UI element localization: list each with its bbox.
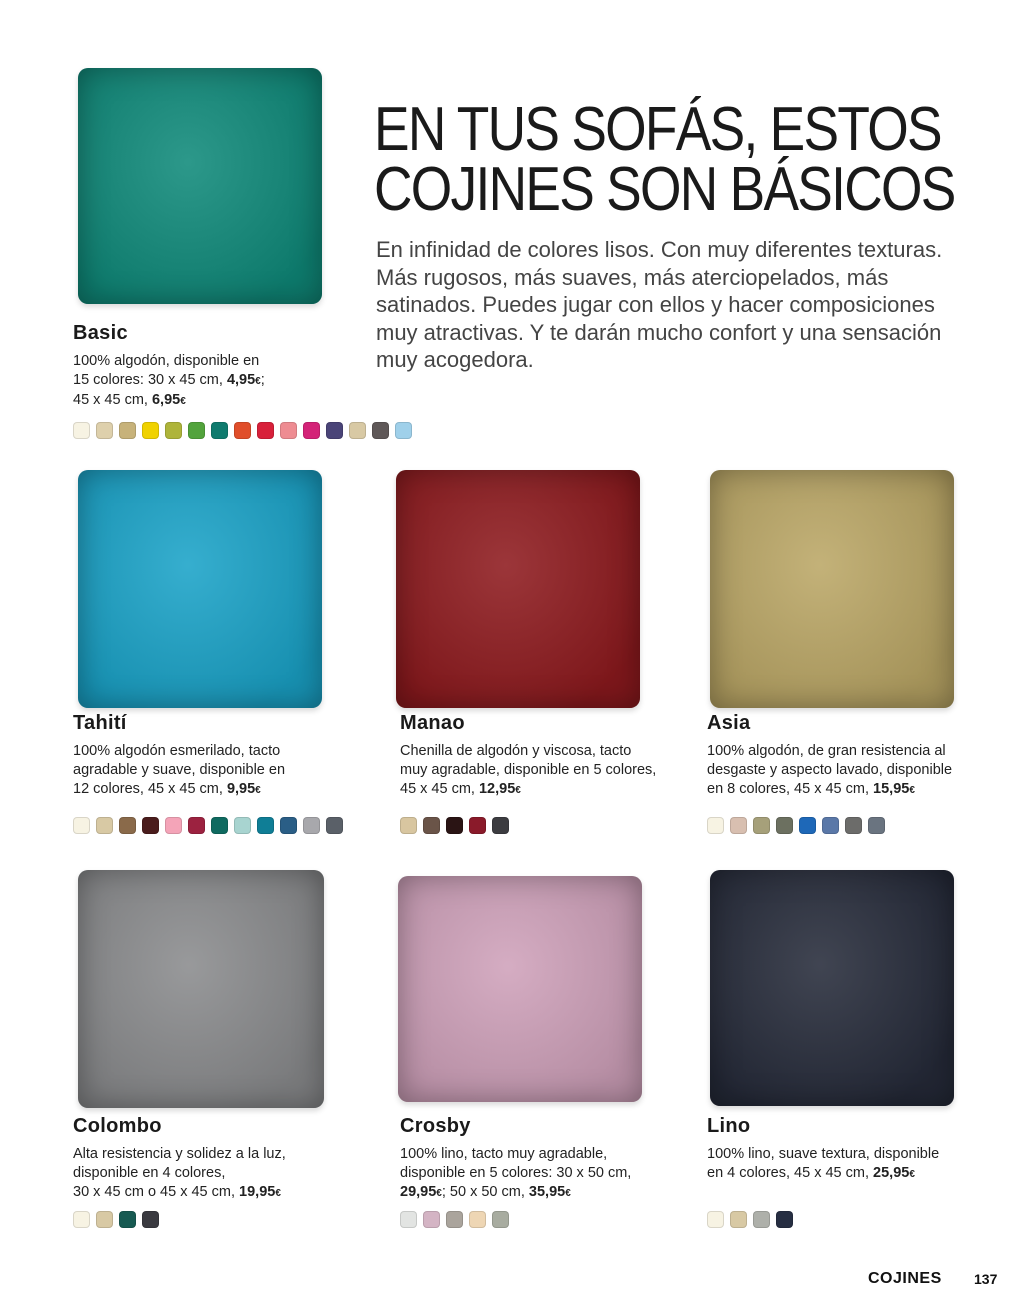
color-swatch — [707, 1211, 724, 1228]
price: 35,95€ — [528, 1184, 571, 1200]
price: 9,95€ — [226, 781, 261, 797]
pillow-image-crosby — [398, 876, 642, 1102]
color-swatch — [96, 422, 113, 439]
color-swatch — [96, 1211, 113, 1228]
color-swatch — [73, 817, 90, 834]
pillow-image-lino — [710, 870, 954, 1106]
price: 15,95€ — [873, 781, 915, 797]
description-line: 30 x 45 cm o 45 x 45 cm, 19,95€ — [73, 1184, 281, 1200]
section-label: COJINES — [868, 1270, 942, 1287]
color-swatch — [165, 422, 182, 439]
price: 29,95€ — [400, 1184, 442, 1200]
pillow-image-colombo — [78, 870, 324, 1108]
color-swatch — [423, 1211, 440, 1228]
description-line: 29,95€; 50 x 50 cm, 35,95€ — [400, 1184, 571, 1200]
color-swatch — [395, 422, 412, 439]
product-description-manao — [400, 742, 690, 800]
color-swatch — [730, 1211, 747, 1228]
color-swatches-asia — [707, 817, 885, 834]
color-swatch — [73, 422, 90, 439]
description-line: disponible en 5 colores: 30 x 50 cm, — [400, 1165, 632, 1181]
color-swatch — [303, 817, 320, 834]
page-headline — [374, 95, 955, 224]
description-line: Chenilla de algodón y viscosa, tacto — [400, 743, 632, 759]
color-swatch — [446, 817, 463, 834]
color-swatch — [400, 1211, 417, 1228]
color-swatch — [469, 1211, 486, 1228]
color-swatch — [188, 422, 205, 439]
color-swatch — [142, 1211, 159, 1228]
color-swatch — [372, 422, 389, 439]
color-swatch — [257, 817, 274, 834]
product-name-crosby: Crosby — [400, 1115, 471, 1137]
product-name-lino: Lino — [707, 1115, 751, 1137]
color-swatch — [753, 817, 770, 834]
page-number: 137 — [974, 1271, 998, 1287]
color-swatch — [845, 817, 862, 834]
description-line: 100% lino, suave textura, disponible — [707, 1146, 940, 1162]
intro-paragraph: En infinidad de colores lisos. Con muy diferentes texturas. Más rugosos, más suaves, más aterciopelados, más satinados. Puedes jugar con ellos y hacer composiciones muy atractivas. Y te darán mucho confort y una sensación muy acogedora. — [376, 237, 943, 372]
color-swatches-crosby — [400, 1211, 509, 1228]
color-swatch — [280, 422, 297, 439]
description-line: desgaste y aspecto lavado, disponible — [707, 762, 953, 778]
color-swatch — [257, 422, 274, 439]
color-swatch — [211, 817, 228, 834]
color-swatch — [234, 817, 251, 834]
color-swatch — [707, 817, 724, 834]
color-swatches-colombo — [73, 1211, 159, 1228]
description-line: muy agradable, disponible en 5 colores, — [400, 762, 657, 778]
color-swatch — [280, 817, 297, 834]
product-description-asia — [707, 742, 997, 800]
price: 19,95€ — [239, 1184, 281, 1200]
color-swatch — [822, 817, 839, 834]
color-swatch — [753, 1211, 770, 1228]
color-swatch — [349, 422, 366, 439]
price: 12,95€ — [478, 781, 521, 797]
description-line: 100% algodón, disponible en — [73, 353, 260, 369]
headline-line-2: COJINES SON BÁSICOS — [374, 155, 955, 224]
color-swatch — [469, 817, 486, 834]
color-swatch — [142, 817, 159, 834]
product-description-basic — [73, 352, 363, 411]
color-swatch — [119, 817, 136, 834]
description-line: 100% algodón esmerilado, tacto — [73, 743, 281, 759]
color-swatch — [776, 817, 793, 834]
price: 4,95€ — [226, 372, 261, 388]
color-swatch — [73, 1211, 90, 1228]
headline-line-1: EN TUS SOFÁS, ESTOS — [374, 95, 941, 164]
description-line: 45 x 45 cm, 12,95€ — [400, 781, 521, 797]
color-swatch — [730, 817, 747, 834]
description-line: en 8 colores, 45 x 45 cm, 15,95€ — [707, 781, 915, 797]
description-line: agradable y suave, disponible en — [73, 762, 286, 778]
color-swatch — [868, 817, 885, 834]
color-swatches-basic — [73, 422, 412, 439]
description-line: 12 colores, 45 x 45 cm, 9,95€ — [73, 781, 261, 797]
product-name-manao: Manao — [400, 712, 465, 734]
product-description-colombo — [73, 1145, 363, 1203]
color-swatch — [234, 422, 251, 439]
color-swatch — [492, 1211, 509, 1228]
color-swatch — [423, 817, 440, 834]
color-swatch — [142, 422, 159, 439]
description-line: Alta resistencia y solidez a la luz, — [73, 1146, 286, 1162]
product-description-crosby — [400, 1145, 690, 1203]
color-swatch — [211, 422, 228, 439]
product-name-colombo: Colombo — [73, 1115, 162, 1137]
pillow-image-basic — [78, 68, 322, 304]
pillow-image-tahiti — [78, 470, 322, 708]
color-swatch — [119, 422, 136, 439]
color-swatch — [326, 817, 343, 834]
product-name-tahiti: Tahití — [73, 712, 127, 734]
description-line: 15 colores: 30 x 45 cm, 4,95€; — [73, 372, 265, 388]
color-swatch — [776, 1211, 793, 1228]
description-line: en 4 colores, 45 x 45 cm, 25,95€ — [707, 1165, 915, 1181]
color-swatch — [446, 1211, 463, 1228]
product-description-tahiti — [73, 742, 363, 800]
pillow-image-manao — [396, 470, 640, 708]
description-line: disponible en 4 colores, — [73, 1165, 226, 1181]
color-swatches-lino — [707, 1211, 793, 1228]
price: 6,95€ — [151, 392, 186, 408]
color-swatch — [799, 817, 816, 834]
price: 25,95€ — [873, 1165, 915, 1181]
color-swatch — [165, 817, 182, 834]
color-swatch — [326, 422, 343, 439]
color-swatch — [119, 1211, 136, 1228]
product-description-lino — [707, 1145, 997, 1184]
color-swatch — [400, 817, 417, 834]
color-swatches-manao — [400, 817, 509, 834]
color-swatch — [96, 817, 113, 834]
product-name-basic: Basic — [73, 322, 128, 344]
description-line: 100% algodón, de gran resistencia al — [707, 743, 946, 759]
color-swatches-tahiti — [73, 817, 343, 834]
description-line: 100% lino, tacto muy agradable, — [400, 1146, 608, 1162]
color-swatch — [303, 422, 320, 439]
product-name-asia: Asia — [707, 712, 751, 734]
pillow-image-asia — [710, 470, 954, 708]
color-swatch — [492, 817, 509, 834]
color-swatch — [188, 817, 205, 834]
description-line: 45 x 45 cm, 6,95€ — [73, 392, 186, 408]
